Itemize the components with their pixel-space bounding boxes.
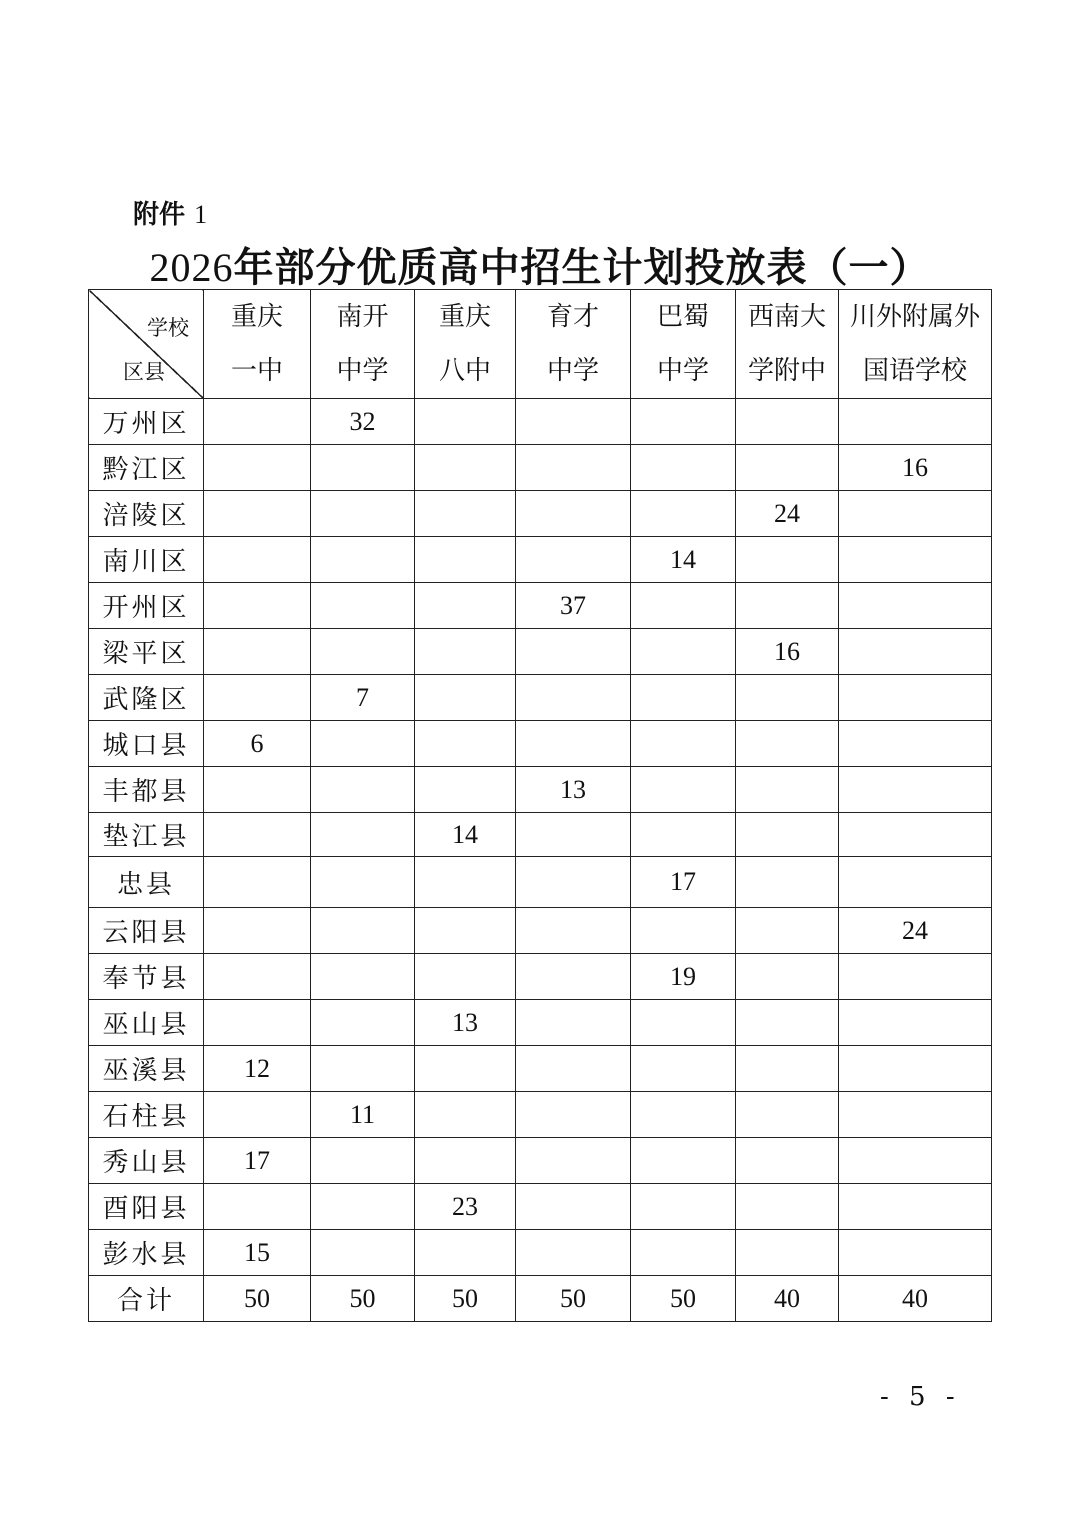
table-row: [89, 857, 992, 908]
school-header-cell: [415, 290, 516, 399]
quota-cell: [204, 491, 311, 537]
table-row: [89, 1230, 992, 1276]
quota-cell: [516, 537, 631, 583]
quota-cell: [311, 1138, 415, 1184]
quota-cell: 14: [631, 537, 736, 583]
quota-cell: [204, 767, 311, 813]
quota-cell: 7: [311, 675, 415, 721]
quota-cell: [839, 813, 992, 857]
quota-cell: [839, 954, 992, 1000]
school-header-cell: [736, 290, 839, 399]
quota-cell: 17: [204, 1138, 311, 1184]
school-header-cell: [204, 290, 311, 399]
school-header-cell: [311, 290, 415, 399]
quota-cell: [736, 1092, 839, 1138]
table-row: [89, 629, 992, 675]
quota-cell: [516, 1092, 631, 1138]
quota-cell: [415, 857, 516, 908]
table-row: [89, 445, 992, 491]
school-name-line1: 南开: [336, 302, 389, 331]
quota-cell: [736, 1000, 839, 1046]
quota-cell: [311, 583, 415, 629]
quota-cell: 11: [311, 1092, 415, 1138]
school-header-cell: [839, 290, 992, 399]
table-row: [89, 813, 992, 857]
table-row: [89, 908, 992, 954]
quota-cell: [415, 399, 516, 445]
quota-cell: [311, 445, 415, 491]
table-body: [89, 399, 992, 1322]
quota-cell: [631, 1092, 736, 1138]
quota-cell: [736, 1046, 839, 1092]
quota-cell: 23: [415, 1184, 516, 1230]
title-year: 2026: [149, 245, 234, 290]
quota-cell: [631, 1138, 736, 1184]
quota-cell: 19: [631, 954, 736, 1000]
quota-cell: [839, 721, 992, 767]
school-header-cell: [516, 290, 631, 399]
quota-cell: [516, 399, 631, 445]
quota-cell: [204, 1000, 311, 1046]
quota-cell: [516, 857, 631, 908]
quota-cell: [311, 813, 415, 857]
quota-cell: [839, 1046, 992, 1092]
quota-cell: [204, 813, 311, 857]
quota-cell: [631, 1184, 736, 1230]
quota-cell: [415, 1046, 516, 1092]
school-name-line2: 中学: [656, 356, 709, 385]
quota-cell: [311, 857, 415, 908]
quota-cell: [631, 399, 736, 445]
table-row: [89, 675, 992, 721]
quota-cell: [839, 1000, 992, 1046]
total-cell: 40: [839, 1276, 992, 1322]
district-cell: 武隆区: [89, 675, 204, 721]
quota-cell: [736, 1184, 839, 1230]
quota-cell: [736, 857, 839, 908]
quota-cell: 13: [516, 767, 631, 813]
total-row: [89, 1276, 992, 1322]
quota-cell: [516, 721, 631, 767]
table-row: [89, 1046, 992, 1092]
attachment-label: [133, 194, 207, 231]
quota-cell: [311, 908, 415, 954]
quota-cell: [516, 1138, 631, 1184]
district-cell: 巫山县: [89, 1000, 204, 1046]
quota-cell: [311, 1230, 415, 1276]
quota-cell: [204, 857, 311, 908]
quota-cell: [311, 537, 415, 583]
quota-cell: [516, 491, 631, 537]
district-cell: 开州区: [89, 583, 204, 629]
quota-cell: [204, 399, 311, 445]
table-row: [89, 1138, 992, 1184]
table-row: [89, 721, 992, 767]
quota-cell: [839, 491, 992, 537]
total-cell: 50: [516, 1276, 631, 1322]
quota-cell: [516, 1184, 631, 1230]
table-row: [89, 537, 992, 583]
quota-cell: [631, 1046, 736, 1092]
quota-cell: [736, 908, 839, 954]
school-name-line2: 中学: [546, 356, 599, 385]
quota-cell: [311, 1046, 415, 1092]
quota-cell: [631, 1000, 736, 1046]
quota-cell: [516, 675, 631, 721]
quota-cell: [415, 1138, 516, 1184]
district-cell: 忠县: [89, 857, 204, 908]
district-cell: 奉节县: [89, 954, 204, 1000]
quota-cell: 16: [839, 445, 992, 491]
quota-cell: [311, 629, 415, 675]
table-row: [89, 1092, 992, 1138]
quota-cell: 14: [415, 813, 516, 857]
district-cell: 酉阳县: [89, 1184, 204, 1230]
quota-cell: [311, 1000, 415, 1046]
quota-cell: [415, 583, 516, 629]
quota-cell: [631, 721, 736, 767]
quota-cell: 24: [736, 491, 839, 537]
school-name-line2: 学附中: [747, 356, 826, 385]
quota-cell: [516, 908, 631, 954]
quota-cell: [839, 583, 992, 629]
quota-cell: [631, 908, 736, 954]
district-cell: 涪陵区: [89, 491, 204, 537]
table-row: [89, 954, 992, 1000]
district-cell: 巫溪县: [89, 1046, 204, 1092]
quota-cell: [204, 908, 311, 954]
quota-cell: [415, 629, 516, 675]
quota-cell: [631, 767, 736, 813]
quota-cell: [311, 1184, 415, 1230]
quota-cell: [631, 629, 736, 675]
table-row: [89, 1184, 992, 1230]
attachment-number: 1: [194, 200, 208, 229]
school-name-line2: 国语学校: [862, 356, 967, 385]
quota-cell: [839, 767, 992, 813]
quota-cell: [311, 491, 415, 537]
quota-cell: 13: [415, 1000, 516, 1046]
quota-cell: [204, 445, 311, 491]
school-name-line1: 川外附属外: [849, 302, 980, 331]
quota-cell: [204, 629, 311, 675]
quota-cell: [516, 629, 631, 675]
school-name-line1: 巴蜀: [656, 302, 709, 331]
quota-cell: [204, 675, 311, 721]
quota-cell: [415, 675, 516, 721]
total-cell: 40: [736, 1276, 839, 1322]
total-cell: 50: [311, 1276, 415, 1322]
quota-cell: [311, 721, 415, 767]
quota-cell: [516, 1230, 631, 1276]
total-cell: 50: [415, 1276, 516, 1322]
quota-cell: [736, 675, 839, 721]
quota-cell: [736, 954, 839, 1000]
quota-cell: [736, 537, 839, 583]
school-name-line1: 重庆: [230, 302, 283, 331]
quota-cell: [631, 813, 736, 857]
district-cell: 城口县: [89, 721, 204, 767]
district-cell: 垫江县: [89, 813, 204, 857]
quota-cell: [736, 721, 839, 767]
quota-cell: [839, 1230, 992, 1276]
quota-cell: [736, 813, 839, 857]
school-header-label: 学校: [147, 316, 189, 340]
district-header-label: 区县: [123, 360, 165, 384]
quota-cell: [415, 445, 516, 491]
quota-cell: [415, 721, 516, 767]
total-cell: 50: [631, 1276, 736, 1322]
quota-cell: [839, 1184, 992, 1230]
district-cell: 彭水县: [89, 1230, 204, 1276]
quota-cell: [839, 629, 992, 675]
quota-cell: 37: [516, 583, 631, 629]
quota-cell: 6: [204, 721, 311, 767]
quota-cell: [204, 1184, 311, 1230]
district-cell: 万州区: [89, 399, 204, 445]
quota-cell: [736, 583, 839, 629]
quota-cell: [631, 491, 736, 537]
quota-cell: [839, 857, 992, 908]
district-cell: 梁平区: [89, 629, 204, 675]
quota-cell: 12: [204, 1046, 311, 1092]
quota-cell: [415, 491, 516, 537]
header-row: [89, 290, 992, 399]
page-number: - 5 -: [880, 1382, 961, 1412]
table-row: [89, 399, 992, 445]
quota-cell: 16: [736, 629, 839, 675]
quota-cell: [736, 1230, 839, 1276]
quota-cell: 17: [631, 857, 736, 908]
page-title: [0, 236, 1080, 293]
school-name-line2: 八中: [438, 356, 491, 385]
quota-cell: [415, 767, 516, 813]
quota-cell: [204, 1092, 311, 1138]
quota-cell: [736, 399, 839, 445]
total-cell: 50: [204, 1276, 311, 1322]
quota-cell: [839, 675, 992, 721]
quota-cell: [516, 445, 631, 491]
quota-cell: [204, 537, 311, 583]
title-text: 年部分优质高中招生计划投放表（一）: [233, 244, 931, 291]
school-name-line2: 中学: [336, 356, 389, 385]
quota-cell: [516, 1046, 631, 1092]
quota-cell: [516, 954, 631, 1000]
quota-cell: [415, 1230, 516, 1276]
table-row: [89, 583, 992, 629]
quota-cell: [631, 445, 736, 491]
school-name-line1: 重庆: [438, 302, 491, 331]
quota-cell: [631, 675, 736, 721]
quota-cell: [311, 767, 415, 813]
quota-cell: [839, 537, 992, 583]
quota-cell: [415, 1092, 516, 1138]
quota-cell: [415, 537, 516, 583]
quota-cell: [516, 813, 631, 857]
quota-cell: [839, 1138, 992, 1184]
school-header-cell: [631, 290, 736, 399]
quota-cell: [736, 445, 839, 491]
district-cell: 丰都县: [89, 767, 204, 813]
quota-cell: [516, 1000, 631, 1046]
table-row: [89, 1000, 992, 1046]
table-row: [89, 491, 992, 537]
quota-cell: [736, 767, 839, 813]
district-cell: 黔江区: [89, 445, 204, 491]
diagonal-header-cell: [89, 290, 204, 399]
table-row: [89, 767, 992, 813]
quota-cell: [839, 1092, 992, 1138]
district-cell: 南川区: [89, 537, 204, 583]
quota-cell: [311, 954, 415, 1000]
district-cell: 石柱县: [89, 1092, 204, 1138]
district-cell: 云阳县: [89, 908, 204, 954]
total-label: 合计: [89, 1276, 204, 1322]
attachment-text: 附件: [133, 200, 186, 230]
quota-cell: 32: [311, 399, 415, 445]
quota-cell: 15: [204, 1230, 311, 1276]
district-cell: 秀山县: [89, 1138, 204, 1184]
school-name-line2: 一中: [230, 356, 283, 385]
quota-cell: 24: [839, 908, 992, 954]
quota-cell: [839, 399, 992, 445]
enrollment-table: [88, 289, 992, 1322]
quota-cell: [736, 1138, 839, 1184]
school-name-line1: 西南大: [747, 302, 826, 331]
school-name-line1: 育才: [546, 302, 599, 331]
quota-cell: [204, 954, 311, 1000]
quota-cell: [415, 908, 516, 954]
quota-cell: [415, 954, 516, 1000]
quota-cell: [204, 583, 311, 629]
quota-cell: [631, 1230, 736, 1276]
quota-cell: [631, 583, 736, 629]
